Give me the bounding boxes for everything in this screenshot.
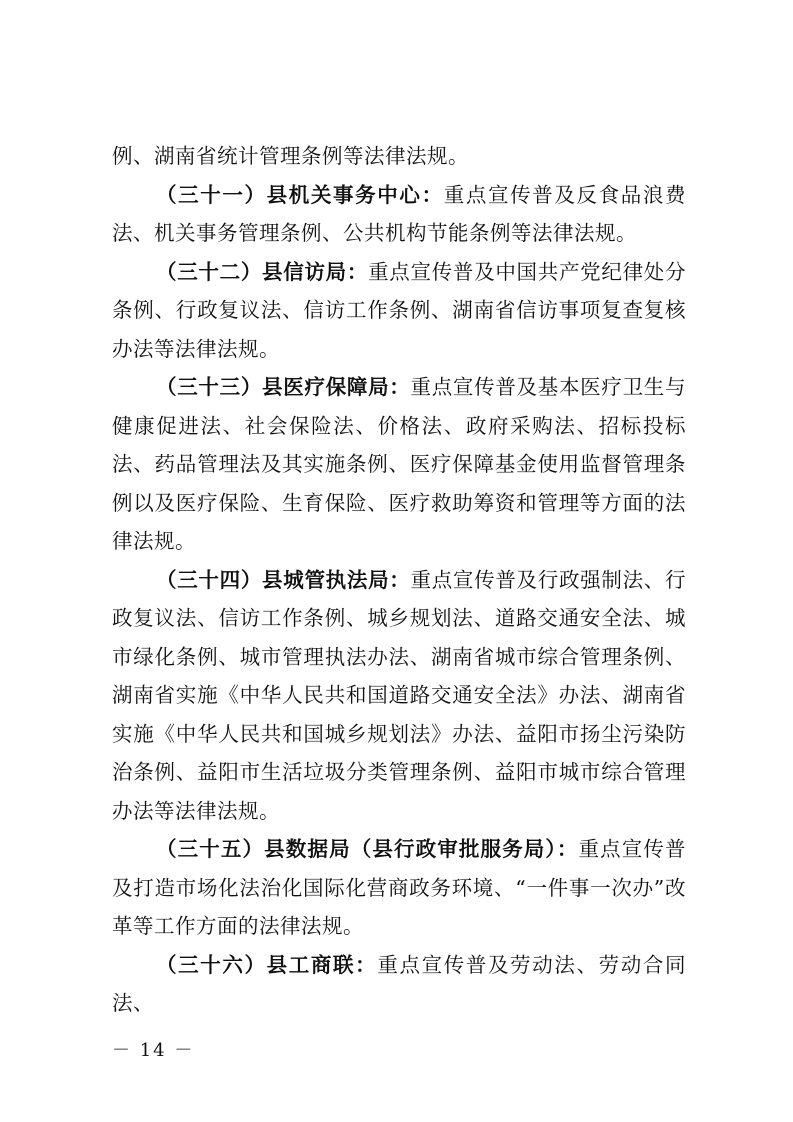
document-body — [112, 137, 686, 1023]
paragraph-text: 重点宣传普及行政强制法、行政复议法、信访工作条例、城乡规划法、道路交通安全法、城市绿化条例、城市管理执法办法、湖南省城市综合管理条例、湖南省实施《中华人民共和国道路交通安全法》办法、湖南省实施《中华人民共和国城乡规划法》办法、益阳市扬尘污染防治条例、益阳市生活垃圾分类管理条例、益阳市城市综合管理办法等法律法规。 — [112, 567, 686, 823]
paragraph-heading: （三十五）县数据局（县行政审批服务局）： — [156, 837, 579, 861]
paragraph-text: 重点宣传普及基本医疗卫生与健康促进法、社会保险法、价格法、政府采购法、招标投标法、药品管理法及其实施条例、医疗保障基金使用监督管理条例以及医疗保险、生育保险、医疗救助筹资和管理等方面的法律法规。 — [112, 375, 686, 553]
paragraph-32 — [112, 253, 686, 369]
paragraph-heading: （三十四）县城管执法局： — [156, 567, 411, 592]
paragraph-text: 重点宣传普及反食品浪费法、机关事务管理条例、公共机构节能条例等法律法规。 — [112, 182, 687, 245]
paragraph-text: 例、湖南省统计管理条例等法律法规。 — [112, 144, 469, 168]
paragraph-heading: （三十六）县工商联： — [156, 952, 378, 977]
paragraph-31 — [112, 176, 686, 253]
paragraph-text: 重点宣传普及中国共产党纪律处分条例、行政复议法、信访工作条例、湖南省信访事项复查复核办法等法律法规。 — [112, 259, 687, 361]
paragraph-36 — [112, 946, 686, 1023]
paragraph-continuation — [112, 137, 686, 176]
paragraph-heading: （三十三）县医疗保障局： — [156, 375, 411, 399]
page-number: － 14 － — [112, 1040, 195, 1061]
paragraph-heading: （三十一）县机关事务中心： — [156, 182, 444, 207]
paragraph-33 — [112, 368, 686, 561]
paragraph-text: 重点宣传普及打造市场化法治化国际化营商政务环境、“一件事一次办”改革等工作方面的法律法规。 — [112, 837, 687, 938]
paragraph-34 — [112, 561, 686, 831]
paragraph-text: 重点宣传普及劳动法、劳动合同法、 — [112, 952, 687, 1015]
paragraph-heading: （三十二）县信访局： — [156, 259, 369, 284]
paragraph-35 — [112, 830, 686, 946]
